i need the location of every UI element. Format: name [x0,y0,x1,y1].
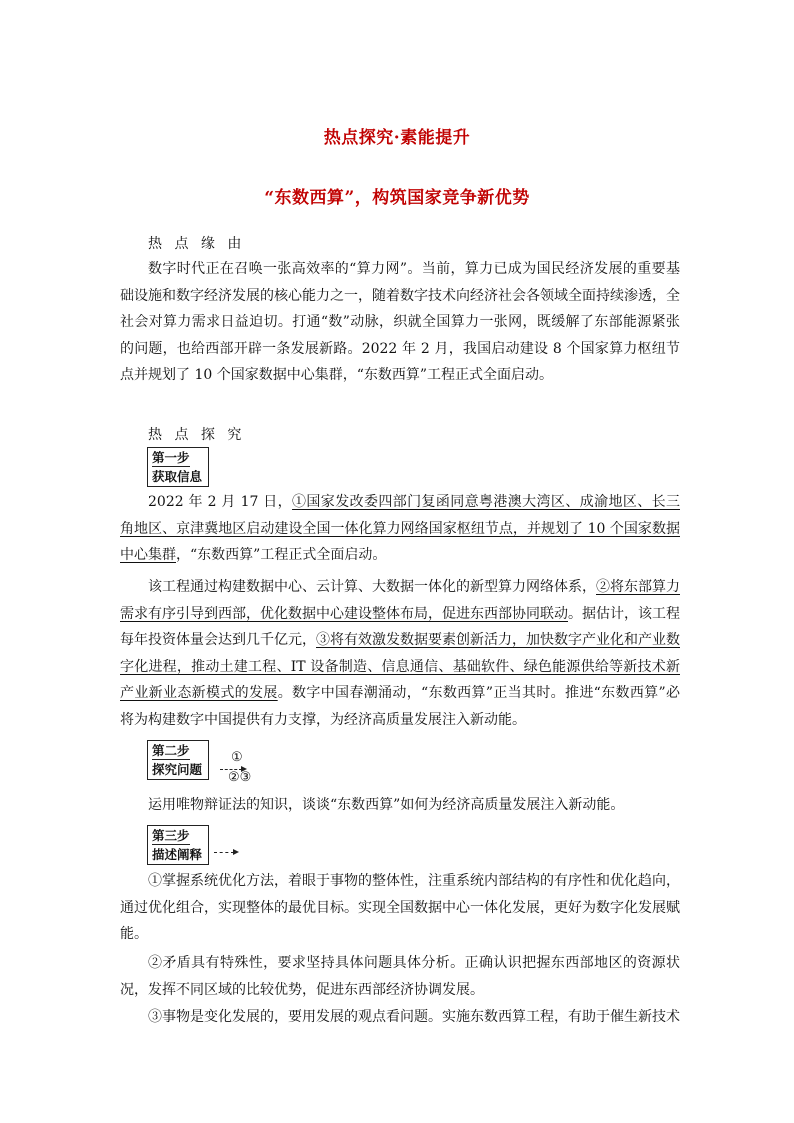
p2-mid: 。据估计，该工程每年投资体量会达到几千亿元， [120,605,680,649]
step2-box [147,740,209,780]
step2-name: 探究问题 [152,762,203,777]
p2-pre: 该工程通过构建数据中心、云计算、大数据一体化的新型算力网络体系， [148,579,596,595]
step3-label: 第三步 [152,828,190,843]
p1-post: ，“东数西算”工程正式全面启动。 [176,547,387,564]
step3-box [147,825,209,865]
answer-1: ①掌握系统优化方法，着眼于事物的整体性，注重系统内部结构的有序性和优化趋向，通过优化组合，实现整体的最优目标。实现全国数据中心一体化发展，更好为数字化发展赋能。 [120,873,680,943]
step2-arrow-bottom: ②③ [228,770,252,785]
info-paragraph-2 [120,574,680,734]
question-paragraph: 运用唯物辩证法的知识，谈谈“东数西算”如何为经济高质量发展注入新动能。 [148,797,625,813]
page-subtitle: “东数西算”，构筑国家竞争新优势 [264,188,530,208]
answer-3: ③事物是变化发展的，要用发展的观点看问题。实施东数西算工程，有助于催生新技术 [148,1009,680,1025]
step3-arrow-line [214,852,234,854]
p2-post: 。数字中国春潮涌动，“东数西算”正当其时。推进“东数西算”必将为构建数字中国提供有力支撑，为经济高质量发展注入新动能。 [120,685,681,728]
section-heading-explore: 热 点 探 究 [148,427,246,443]
page-title: 热点探究·素能提升 [323,128,471,148]
arrow-right-icon [233,849,239,855]
p2-underline-1: ②将东部算力需求有序引导到西部，优化数据中心建设整体布局，促进东西部协同联动 [120,579,680,622]
p2-underline-2: ③将有效激发数据要素创新活力，加快数字产业化和产业数字化进程，推动土建工程、IT 设备制造、信息通信、基础软件、绿色能源供给等新技术新产业新业态新模式的发展 [120,632,680,702]
p1-underline: ①国家发改委四部门复函同意粤港澳大湾区、成渝地区、长三角地区、京津冀地区启动建设全国一体化算力网络国家枢纽节点，并规划了 10 个国家数据中心集群 [120,494,680,564]
step1-label: 第一步 [152,450,190,465]
step3-name: 描述阐释 [152,847,203,862]
origin-paragraph: 数字时代正在召唤一张高效率的“算力网”。当前，算力已成为国民经济发展的重要基础设施和数字经济发展的核心能力之一，随着数字技术向经济社会各领域全面持续渗透，全社会对算力需求日益迫切。打通“数”动脉，织就全国算力一张网，既缓解了东部能源紧张的问题，也给西部开辟一条发展新路。2022 年 2 月，我国启动建设 8 个国家算力枢纽节点并规划了 10 个国家数据中心集群，“东数西算”工程正式全面启动。 [120,261,680,384]
answer-2: ②矛盾具有特殊性，要求坚持具体问题具体分析。正确认识把握东西部地区的资源状况，发挥不同区域的比较优势，促进东西部经济协调发展。 [120,955,680,998]
section-heading-origin: 热 点 缘 由 [148,236,246,252]
step1-box [147,447,209,487]
step2-arrow-top: ① [231,750,243,765]
p1-pre: 2022 年 2 月 17 日， [148,494,293,510]
info-paragraph-1 [120,489,680,569]
step2-label: 第二步 [152,743,190,758]
step1-name: 获取信息 [152,469,203,484]
